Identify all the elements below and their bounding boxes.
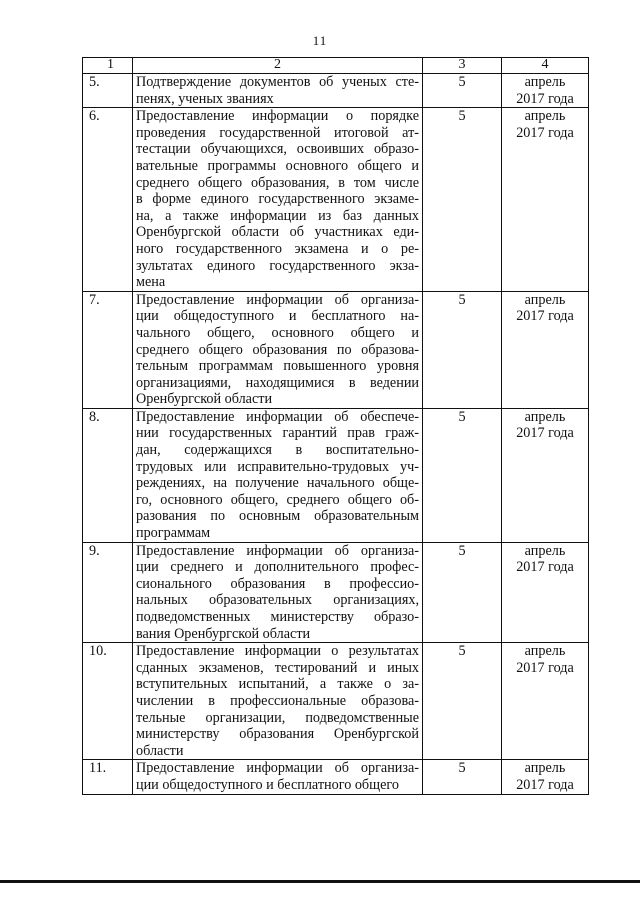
description-line: нии государственных гарантий прав граж- [136,425,419,442]
table-row [83,108,589,292]
row-number: 11. [83,760,133,794]
table-row [83,760,589,794]
description-line: мена [136,274,166,291]
description-line: организациями, находящимися в ведении [136,374,419,391]
description-line: нальных образовательных организациях, [136,592,419,609]
description-line: тельным программам повышенного уровня [136,358,419,375]
description-line: программам [136,525,211,542]
row-deadline [502,291,589,408]
row-col3: 5 [423,760,502,794]
table-body [83,58,589,795]
description-line: среднего общего образования по образова- [136,341,419,358]
deadline-line: апрель [524,643,566,660]
description-line: Предоставление информации об организа- [136,760,419,777]
description-line: ции среднего и дополнительного профес- [136,559,419,576]
description-line: пенях, ученых званиях [136,90,274,107]
description-line: ции общедоступного и бесплатного на- [136,308,419,325]
description-line: в форме единого государственного экзаме- [136,191,419,208]
description-line: числении в профессиональные образова- [136,692,419,709]
row-col3: 5 [423,643,502,760]
row-col3: 5 [423,108,502,292]
page-number: 11 [312,33,328,48]
description-line: вательные программы основного общего и [136,157,419,174]
deadline-line: 2017 года [516,776,574,793]
description-line: Предоставление информации об организа- [136,542,419,559]
row-number: 6. [83,108,133,292]
description-line: Предоставление информации о порядке [136,108,419,125]
row-description [133,291,423,408]
table-row [83,542,589,643]
deadline-line: 2017 года [516,308,574,325]
row-description [133,542,423,643]
services-table [82,57,589,795]
table-header-row [83,58,589,74]
description-line: на, а также информации из баз данных [136,207,419,224]
table-row [83,408,589,542]
description-line: сданных экзаменов, тестирований и иных [136,659,419,676]
header-col-3: 3 [423,58,502,74]
deadline-line: 2017 года [516,124,574,141]
header-col-1: 1 [83,58,133,74]
row-description [133,108,423,292]
description-line: реждениях, на получение начального обще- [136,475,419,492]
deadline-line: апрель [524,291,566,308]
description-line: министерству образования Оренбургской [136,726,419,743]
description-line: Оренбургской области [136,391,273,408]
description-line: го, основного общего, среднего общего об- [136,491,419,508]
row-deadline [502,74,589,108]
deadline-line: апрель [524,408,566,425]
table-row [83,643,589,760]
deadline-line: 2017 года [516,425,574,442]
header-col-2: 2 [133,58,423,74]
row-number: 9. [83,542,133,643]
deadline-line: 2017 года [516,659,574,676]
deadline-line: апрель [524,542,566,559]
description-line: Предоставление информации о результатах [136,643,419,660]
row-deadline [502,408,589,542]
row-number: 8. [83,408,133,542]
table-row [83,74,589,108]
row-deadline [502,643,589,760]
deadline-line: 2017 года [516,559,574,576]
description-line: Подтверждение документов об ученых сте- [136,74,419,90]
description-line: трудовых или исправительно-трудовых уч- [136,458,419,475]
row-number: 10. [83,643,133,760]
row-number: 5. [83,74,133,108]
row-deadline [502,760,589,794]
description-line: сионального образования в профессио- [136,575,419,592]
description-line: среднего общего образования, в том числе [136,174,419,191]
row-description [133,760,423,794]
description-line: ного государственного экзамена и о ре- [136,240,419,257]
description-line: проведения государственной итоговой ат- [136,124,419,141]
deadline-line: 2017 года [516,90,574,107]
table-row [83,291,589,408]
row-deadline [502,108,589,292]
description-line: подведомственных министерству образо- [136,609,419,625]
description-line: ции общедоступного и бесплатного общего [136,776,399,793]
description-line: чального общего, основного общего и [136,324,419,341]
deadline-line: апрель [524,74,566,90]
description-line: зультатах единого государственного экза- [136,257,419,274]
row-description [133,643,423,760]
row-col3: 5 [423,74,502,108]
row-deadline [502,542,589,643]
row-number: 7. [83,291,133,408]
deadline-line: апрель [524,760,566,777]
description-line: вания Оренбургской области [136,625,311,642]
description-line: Оренбургской области об участниках еди- [136,224,419,241]
row-col3: 5 [423,542,502,643]
description-line: Предоставление информации об организа- [136,291,419,308]
description-line: вступительных испытаний, а также о за- [136,676,419,693]
description-line: дан, содержащихся в воспитательно- [136,442,419,459]
description-line: области [136,742,184,759]
row-description [133,74,423,108]
deadline-line: апрель [524,108,566,125]
row-description [133,408,423,542]
description-line: тестации обучающихся, освоивших образо- [136,141,419,158]
row-col3: 5 [423,408,502,542]
bottom-rule [0,880,640,883]
description-line: разования по основным образовательным [136,508,419,525]
description-line: тельные организации, подведомственные [136,709,419,726]
description-line: Предоставление информации об обеспече- [136,408,419,425]
row-col3: 5 [423,291,502,408]
header-col-4: 4 [502,58,589,74]
